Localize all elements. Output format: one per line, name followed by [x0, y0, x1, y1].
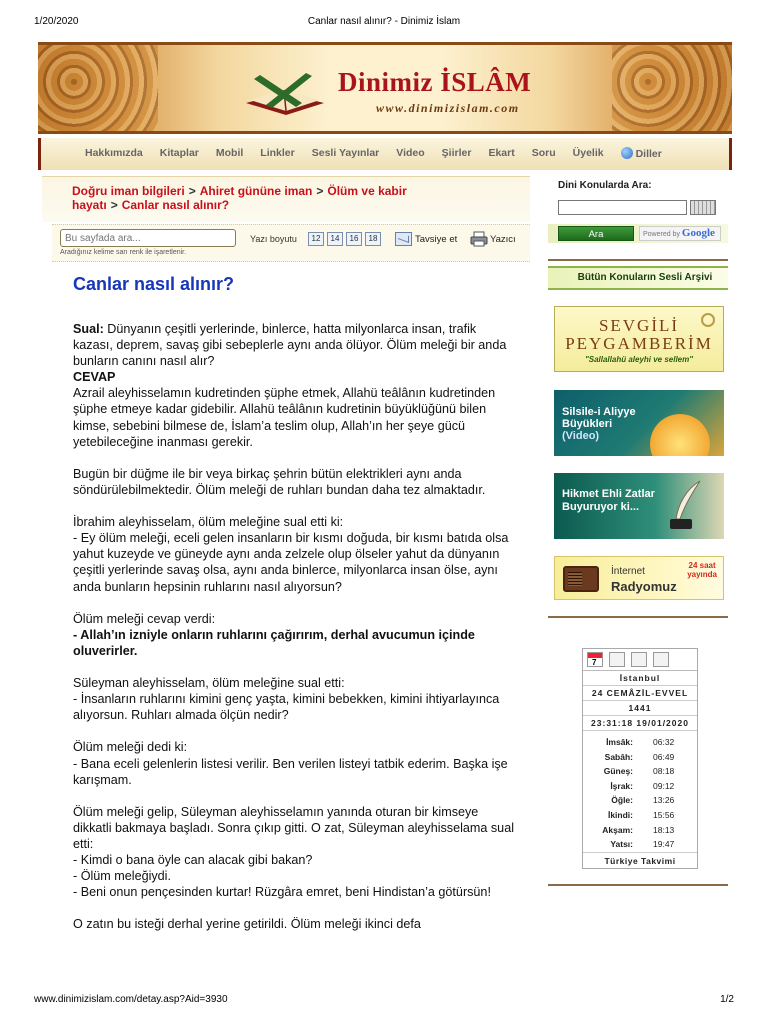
nav-item-mobil[interactable]: Mobil [215, 147, 244, 159]
site-logo-title: Dinimiz İSLÂM [338, 67, 532, 97]
calendar-datetime: 23:31:18 19/01/2020 [583, 716, 697, 731]
article-paragraph: - Kimdi o bana öyle can alacak gibi bakan? [73, 853, 313, 868]
sidebar-divider [548, 259, 728, 261]
search-hint: Aradığınız kelime sarı renk ile işaretlenir. [60, 249, 187, 256]
prayer-time-row: Sabâh: 06:49 [604, 751, 675, 762]
nav-item-hakkimizda[interactable]: Hakkımızda [85, 147, 143, 159]
font-size-18-button[interactable]: 18 [365, 232, 381, 246]
answer-label: CEVAP [73, 370, 116, 385]
prayer-time-row: Akşam: 18:13 [602, 824, 675, 835]
breadcrumb-current[interactable]: Canlar nasıl alınır? [121, 198, 230, 212]
breadcrumb-link-olum[interactable]: Ölüm ve kabir hayatı [72, 184, 407, 212]
calendar-footer-link[interactable]: Türkiye Takvimi [583, 852, 697, 868]
mail-icon[interactable] [631, 652, 647, 667]
article-paragraph: Azrail aleyhisselamın kudretinden şüphe etmek, Allahü teâlânın kudretinden şüphe etmeye kadar gidebilir. Allahü teâlânın kudretinin büyüklüğünü bilen kimse, sebebini bilmese de, İslam’a teslim olup, Allah’ın her şeye gücü yetebileceğine inanması gerekir. [73, 386, 496, 449]
calendar-hijri-date: 24 CEMÂZİL-EVVEL [583, 686, 697, 701]
page-search-input[interactable] [60, 229, 236, 247]
question-paragraph [73, 321, 519, 369]
nav-item-video[interactable]: Video [396, 147, 425, 159]
font-size-12-button[interactable]: 12 [308, 232, 324, 246]
nav-item-sesli-yayinlar[interactable]: Sesli Yayınlar [311, 147, 380, 159]
nav-item-ekart[interactable]: Ekart [488, 147, 515, 159]
audio-archive-link[interactable]: Bütün Konuların Sesli Arşivi [548, 266, 728, 290]
article-body [73, 321, 519, 933]
nav-item-uyelik[interactable]: Üyelik [572, 147, 604, 159]
print-footer [34, 994, 734, 1008]
question-text: Dünyanın çeşitli yerlerinde, binlerce, hatta milyonlarca insan, trafik kazası, deprem, savaş gibi sebeplerle aynı anda ölüyor. Ölüm meleği bir anda bunların canını nasıl alır? [73, 322, 507, 369]
calendar-icon[interactable]: 7 [587, 652, 603, 667]
site-search-label: Dini Konularda Ara: [558, 180, 652, 191]
prayer-time-row: İşrak: 09:12 [610, 780, 675, 791]
mail-icon[interactable] [395, 232, 412, 246]
promo-hikmet-ehli[interactable]: Hikmet Ehli Zatlar Buyuruyor ki... [554, 473, 724, 539]
site-search-button[interactable]: Ara [558, 226, 634, 241]
breadcrumb-separator: > [316, 184, 324, 198]
article-paragraph: - Ölüm meleğiydi. [73, 869, 171, 884]
mail-open-icon[interactable] [653, 652, 669, 667]
article-paragraph: - Ey ölüm meleği, eceli gelen insanların bir kısmı doğuda, bir kısmı batıda olsa yahut kuzeyde ve güneyde aynı anda zelzele olup ölseler yahut da dünyanın çeşitli yerlerinde savaş olsa, aynı anda binlerce, milyonlarca insan ölse, aynı anda bunların hepsinin ruhlarını nasıl alıyorsun? [73, 531, 509, 594]
article-paragraph: - Bana eceli gelenlerin listesi verilir. Ben verilen listeyi tatbik ederim. Başka işe karışmam. [73, 756, 508, 787]
article-paragraph: İbrahim aleyhisselam, ölüm meleğine sual etti ki: [73, 515, 344, 530]
powered-by-google: Powered by Google [639, 226, 721, 241]
article-paragraph: - İnsanların ruhlarını kimini genç yaşta, kimini bebekken, kimini ihtiyarlayınca alıyorsun. Ruhları almada ölçün nedir? [73, 692, 500, 723]
question-label: Sual: [73, 322, 104, 336]
page-toolbar [52, 224, 530, 262]
globe-icon [621, 147, 633, 159]
nav-item-diller[interactable] [621, 147, 662, 160]
promo-silsile-video[interactable]: Silsile-i Aliyye Büyükleri (Video) [554, 390, 724, 456]
book-logo-icon [240, 63, 330, 119]
calendar-hijri-year: 1441 [583, 701, 697, 716]
quill-icon [666, 479, 706, 531]
calendar-city: İstanbul [583, 671, 697, 686]
prayer-time-row: Güneş: 08:18 [603, 766, 675, 777]
prayer-time-row: İmsâk: 06:32 [606, 737, 675, 747]
prayer-time-row: Öğle: 13:26 [611, 795, 675, 806]
keyboard-icon[interactable] [690, 200, 716, 215]
article-paragraph-bold: - Allah’ın izniyle onların ruhlarını çağırırım, derhal avucumun içinde oluverirler. [73, 627, 475, 658]
article-paragraph: Ölüm meleği dedi ki: [73, 740, 188, 755]
font-size-14-button[interactable]: 14 [327, 232, 343, 246]
article-paragraph: - Beni onun pençesinden kurtar! Rüzgâra emret, beni Hindistan’a götürsün! [73, 885, 491, 900]
breadcrumb [72, 184, 462, 212]
site-search-input[interactable] [558, 200, 687, 215]
ornament-right [612, 45, 732, 134]
article-paragraph: O zatın bu isteği derhal yerine getirildi. Ölüm meleği ikinci defa [73, 917, 421, 932]
nav-item-soru[interactable]: Soru [531, 147, 556, 159]
radio-icon [563, 566, 599, 592]
breadcrumb-link-ahiret[interactable]: Ahiret gününe iman [199, 184, 313, 198]
sidebar-divider [548, 616, 728, 618]
google-logo-text: Google [681, 227, 715, 239]
sun-icon [650, 414, 710, 456]
nav-item-kitaplar[interactable]: Kitaplar [159, 147, 199, 159]
nav-item-linkler[interactable]: Linkler [260, 147, 295, 159]
breadcrumb-box [42, 176, 530, 222]
article-paragraph: Ölüm meleği cevap verdi: [73, 611, 216, 626]
article-paragraph: Ölüm meleği gelip, Süleyman aleyhisselamın yanında oturan bir kimseye dikkatli bakmaya başladı. Sonra çıkıp gitti. O zat, Süleyman aleyhisselama sual etti: [73, 804, 514, 851]
breadcrumb-separator: > [188, 184, 196, 198]
prayer-time-row: İkindi: 15:56 [607, 809, 675, 820]
site-banner[interactable] [38, 42, 732, 134]
promo-internet-radio[interactable]: İnternet Radyomuz 24 saat yayında [554, 556, 724, 600]
print-header [34, 16, 734, 30]
print-date: 1/20/2020 [34, 16, 79, 27]
article-paragraph: Süleyman aleyhisselam, ölüm meleğine sual etti: [73, 676, 345, 691]
clock-icon[interactable] [609, 652, 625, 667]
promo-sevgili-peygamberim[interactable]: SEVGİLİ PEYGAMBERİM "Sallallahü aleyhi ve sellem" [554, 306, 724, 372]
font-size-16-button[interactable]: 16 [346, 232, 362, 246]
printer-icon[interactable] [470, 231, 488, 247]
sidebar-divider [548, 884, 728, 886]
prayer-time-row: Yatsı: 19:47 [610, 839, 675, 850]
print-page-number: 1/2 [720, 994, 734, 1005]
print-link[interactable]: Yazıcı [490, 234, 516, 245]
tell-a-friend-link[interactable]: Tavsiye et [415, 234, 458, 245]
breadcrumb-link-iman[interactable]: Doğru iman bilgileri [72, 184, 185, 198]
article-title: Canlar nasıl alınır? [73, 274, 235, 294]
print-url: www.dinimizislam.com/detay.asp?Aid=3930 [34, 994, 228, 1005]
prayer-times-calendar [582, 648, 698, 869]
ornament-left [38, 45, 158, 134]
print-title: Canlar nasıl alınır? - Dinimiz İslam [307, 16, 461, 27]
nav-item-siirler[interactable]: Şiirler [441, 147, 472, 159]
main-nav [38, 138, 732, 170]
site-logo-url: www.dinimizislam.com [376, 101, 520, 115]
article-paragraph: Bugün bir düğme ile bir veya birkaç şehrin bütün elektrikleri aynı anda söndürülebilmektedir. Ölüm meleği de ruhları bundan daha tez almaktadır. [73, 466, 486, 497]
breadcrumb-separator: > [110, 198, 118, 212]
nav-item-diller-label: Diller [635, 148, 662, 160]
font-size-label: Yazı boyutu [250, 234, 297, 244]
